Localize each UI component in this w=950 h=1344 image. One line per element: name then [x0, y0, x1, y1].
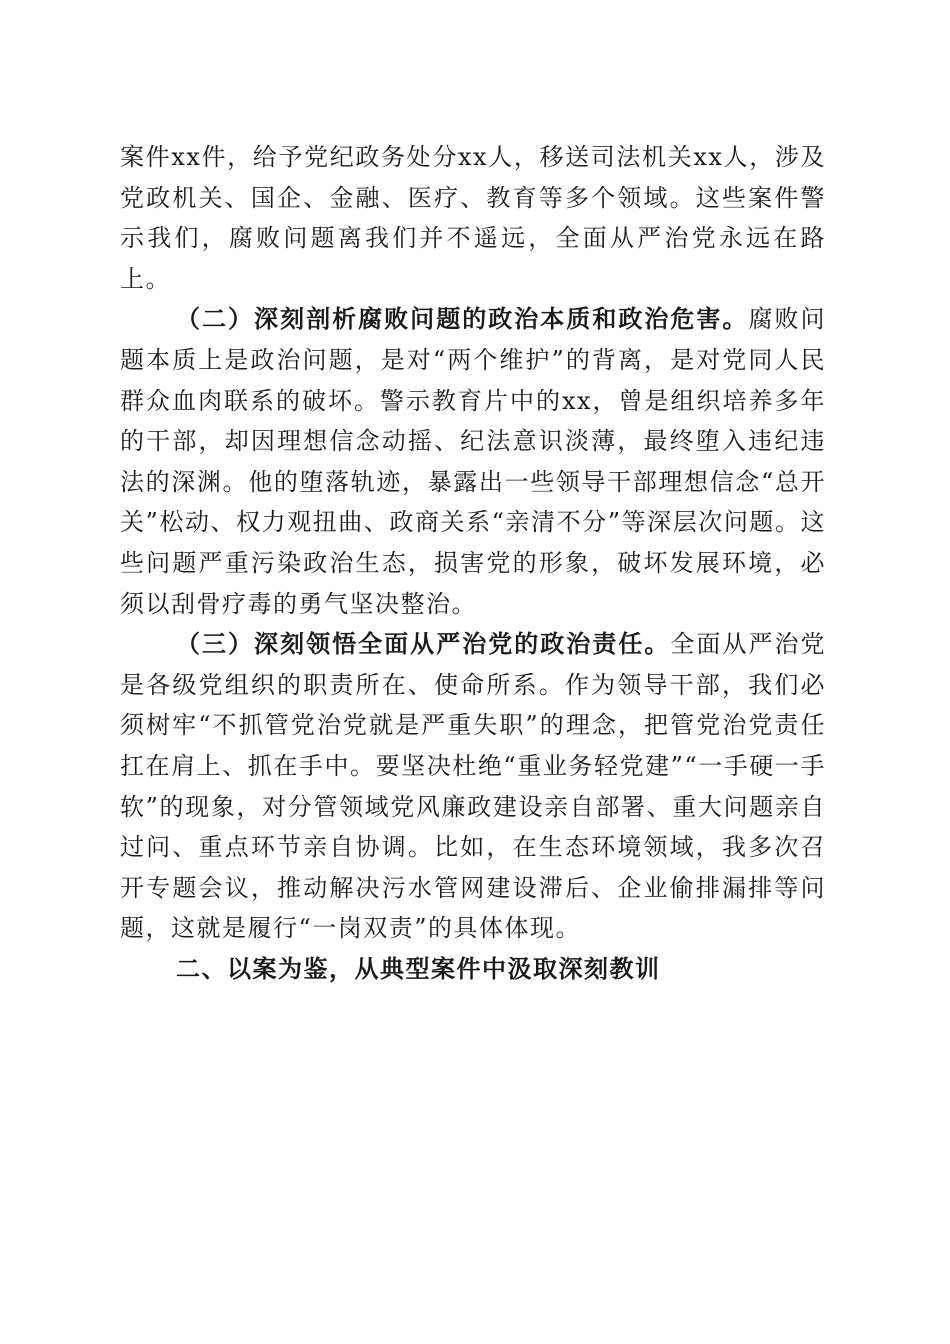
- section-2-heading: （二）深刻剖析腐败问题的政治本质和政治危害。: [176, 305, 749, 334]
- section-3-heading: （三）深刻领悟全面从严治党的政治责任。: [176, 630, 671, 659]
- paragraph-1-text: 案件xx件，给予党纪政务处分xx人，移送司法机关xx人，涉及党政机关、国企、金融、医疗、教育等多个领域。这些案件警示我们，腐败问题离我们并不遥远，全面从严治党永远在路上。: [120, 143, 826, 293]
- section-3-body: 全面从严治党是各级党组织的职责所在、使命所系。作为领导干部，我们必须树牢“不抓管党治党就是严重失职”的理念，把管党治党责任扛在肩上、抓在手中。要坚决杜绝“重业务轻党建”“一手硬一手软”的现象，对分管领域党风廉政建设亲自部署、重大问题亲自过问、重点环节亲自协调。比如，在生态环境领域，我多次召开专题会议，推动解决污水管网建设滞后、企业偷排漏排等问题，这就是履行“一岗双责”的具体体现。: [120, 630, 827, 943]
- main-section-heading: 二、以案为鉴，从典型案件中汲取深刻教训: [176, 954, 661, 983]
- paragraph-section-3: [120, 624, 826, 949]
- document-body: [120, 137, 826, 989]
- paragraph-section-2: [120, 299, 826, 624]
- section-2-body: 腐败问题本质上是政治问题，是对“两个维护”的背离，是对党同人民群众血肉联系的破坏。警示教育片中的xx，曾是组织培养多年的干部，却因理想信念动摇、纪法意识淡薄，最终堕入违纪违法的深渊。他的堕落轨迹，暴露出一些领导干部理想信念“总开关”松动、权力观扭曲、政商关系“亲清不分”等深层次问题。这些问题严重污染政治生态，损害党的形象，破坏发展环境，必须以刮骨疗毒的勇气坚决整治。: [120, 305, 827, 618]
- paragraph-continued: [120, 137, 826, 299]
